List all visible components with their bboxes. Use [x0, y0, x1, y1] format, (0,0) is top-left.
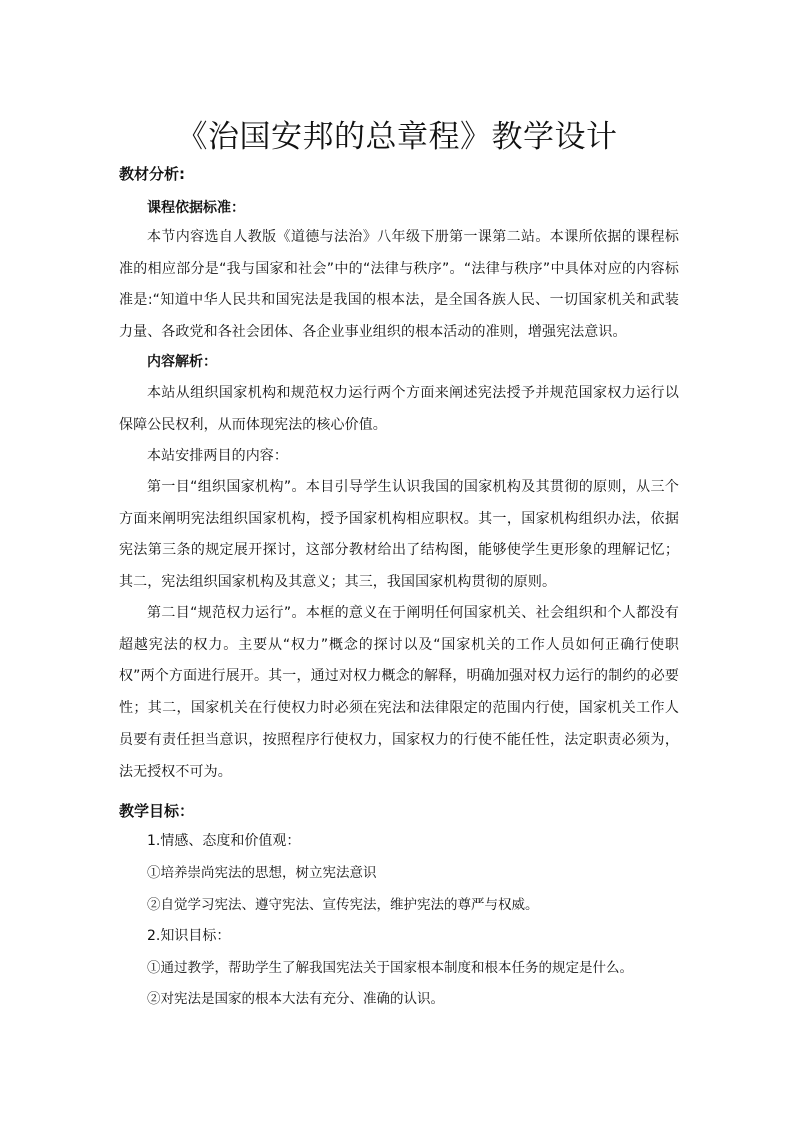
section-heading-teaching-goals: 教学目标： [119, 802, 195, 820]
goal-item-attitude-2: ②自觉学习宪法、遵守宪法、宣传宪法，维护宪法的尊严与权威。 [147, 897, 539, 913]
document-title: 《治国安邦的总章程》教学设计 [176, 119, 618, 155]
paragraph-part-two: 第二目“规范权力运行”。本框的意义在于阐明任何国家机关、社会组织和个人都没有超越宪法的权力。主要从“权力”概念的探讨以及“国家机关的工作人员如何正确行使职权”两个方面进行展开。其一，通过对权力概念的解释，明确加强对权力运行的制约的必要性；其二，国家机关在行使权力时必须在宪法和法律限定的范围内行使，国家机关工作人员要有责任担当意识，按照程序行使权力，国家权力的行使不能任性，法定职责必须为，法无授权不可为。 [119, 605, 679, 780]
subheading-curriculum-standard: 课程依据标准： [147, 200, 245, 216]
subheading-content-analysis: 内容解析： [147, 354, 217, 370]
section-heading-textbook-analysis: 教材分析: [119, 165, 185, 183]
paragraph-curriculum-standard: 本节内容选自人教版《道德与法治》八年级下册第一课第二站。本课所依据的课程标准的相应部分是“我与国家和社会”中的“法律与秩序”。“法律与秩序”中具体对应的内容标准是:“知道中华人民共和国宪法是我国的根本法，是全国各族人民、一切国家机关和武装力量、各政党和各社会团体、各企业事业组织的根本活动的准则，增强宪法意识。 [119, 229, 679, 341]
goal-item-knowledge-1: ①通过教学，帮助学生了解我国宪法关于国家根本制度和根本任务的规定是什么。 [147, 960, 633, 976]
goal-heading-knowledge: 2.知识目标： [147, 928, 231, 944]
goal-item-attitude-1: ①培养崇尚宪法的思想，树立宪法意识 [147, 865, 377, 881]
goal-heading-attitude: 1.情感、态度和价值观： [147, 833, 301, 849]
goal-item-knowledge-2: ②对宪法是国家的根本大法有充分、准确的认识。 [147, 991, 444, 1007]
paragraph-part-one: 第一目“组织国家机构”。本目引导学生认识我国的国家机构及其贯彻的原则，从三个方面来阐明宪法组织国家机构，授予国家机构相应职权。其一，国家机构组织办法，依据宪法第三条的规定展开探讨，这部分教材给出了结构图，能够使学生更形象的理解记忆；其二，宪法组织国家机构及其意义；其三，我国国家机构贯彻的原则。 [119, 479, 679, 591]
paragraph-content-overview: 本站从组织国家机构和规范权力运行两个方面来阐述宪法授予并规范国家权力运行以保障公民权利，从而体现宪法的核心价值。 [119, 385, 679, 433]
paragraph-two-parts-intro: 本站安排两目的内容： [147, 448, 288, 464]
